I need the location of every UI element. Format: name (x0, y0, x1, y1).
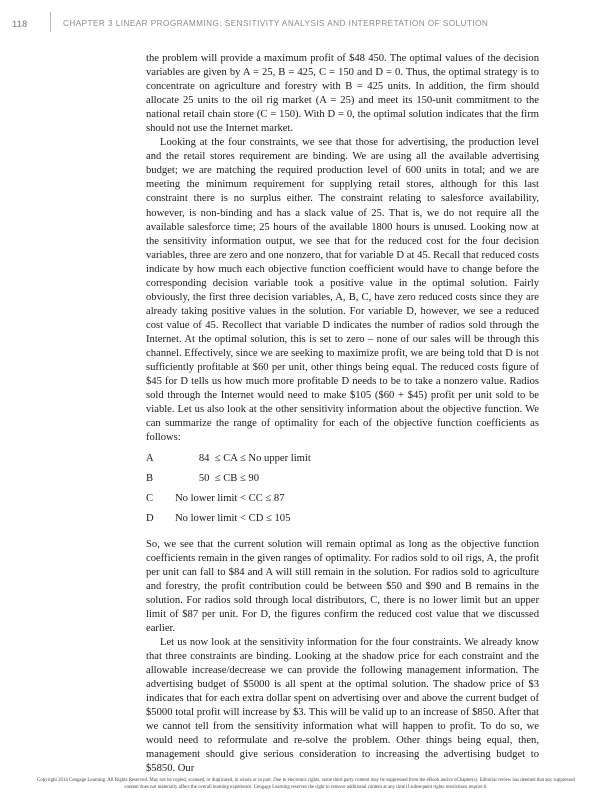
range-row-d (146, 509, 539, 529)
range-expression: No lower limit < CD ≤ 105 (175, 512, 291, 524)
range-row-a (146, 449, 539, 469)
header-divider (50, 12, 51, 32)
chapter-title: CHAPTER 3 LINEAR PROGRAMMING: SENSITIVITY ANALYSIS AND INTERPRETATION OF SOLUTION (63, 19, 489, 28)
range-expression: 84 ≤ CA ≤ No upper limit (175, 453, 311, 465)
range-expression: No lower limit < CC ≤ 87 (175, 492, 285, 504)
paragraph-4: Let us now look at the sensitivity information for the four constraints. We already know that three constraints are binding. Looking at the shadow price for each constraint and the allowable increase/decrease we can provide the following management information. The advertising budget of $5000 is all spent at the optimal solution. The shadow price of $3 indicates that for each extra dollar spent on advertising over and above the current budget of $5000 total profit will increase by $3. This will be valid up to an increase of $850. After that we cannot tell from the sensitivity information what will happen to profit. To do so, we would need to reformulate and re-solve the problem. Other things being equal, then, management should give serious consideration to increasing the advertising budget to $5850. Our (146, 636, 539, 775)
paragraph-3: So, we see that the current solution will remain optimal as long as the objective function coefficients remain in the given ranges of optimality. For radios sold to oil rigs, A, the profit per unit can fall to $84 and A will still remain in the solution. For radios sold to agriculture and forestry, the profit contribution could be between $50 and $90 and B remains in the solution. For radios sold through local distributors, C, there is no lower limit but an upper limit of $87 per unit. For D, the figures confirm the reduced cost value that we discussed earlier. (146, 538, 539, 634)
range-row-c (146, 489, 539, 509)
range-expression: 50 ≤ CB ≤ 90 (175, 473, 260, 485)
page-header (0, 0, 600, 34)
paragraph-2: Looking at the four constraints, we see that those for advertising, the production level and the retail stores requirement are binding. We are using all the available advertising budget; we are matching the required production level of 600 units in total; and we are meeting the minimum requirement for supplying retail stores, although for this last constraint there is no surplus either. The constraint relating to salesforce availability, however, is non-binding and has a slack value of 25. That is, we do not require all the available salesforce time; 25 hours of the available 1800 hours is unused. Looking now at the sensitivity information output, we see that for the reduced cost for the four decision variables, three are zero and one nonzero, that for variable D at 45. Recall that reduced costs indicate by how much each objective function coefficient would have to change before the corresponding decision variable took a positive value in the optimal solution. Fairly obviously, the first three decision variables, A, B, C, have zero reduced costs since they are already taking positive values in the solution. For variable D, however, we see a reduced cost value of 45. Recollect that variable D indicates the number of radios sold through the Internet. At the optimal solution, this is set to zero – none of our sales will be through this channel. Effectively, since we are seeking to maximize profit, we are being told that D is not sufficiently profitable at $60 per unit, other things being equal. The reduced costs figure of $45 for D tells us how much more profitable D needs to be to take a nonzero value. Radios sold through the Internet would need to make $105 ($60 + $45) profit per unit sold to be viable. Let us also look at the other sensitivity information about the objective function. We can summarize the range of optimality for each of the objective function coefficients as follows: (146, 137, 539, 444)
range-row-b (146, 469, 539, 489)
paragraph-1: the problem will provide a maximum profit of $48 450. The optimal values of the decision variables are given by A = 25, B = 425, C = 150 and D = 0. Thus, the optimal strategy is to concentrate on agriculture and forestry with B = 425 units. In addition, the firm should allocate 25 units to the oil rig market (A = 25) and meet its 150-unit commitment to the national retail chain store (C = 150). With D = 0, the optimal solution indicates that the firm should not use the Internet market. (146, 53, 539, 135)
optimality-ranges (146, 449, 539, 528)
body-text (146, 52, 539, 776)
range-variable: B (146, 473, 154, 485)
range-variable: D (146, 512, 154, 524)
range-variable: C (146, 492, 154, 504)
range-variable: A (146, 453, 154, 465)
page-number: 118 (12, 19, 28, 29)
copyright-footer: Copyright 2014 Cengage Learning. All Rights Reserved. May not be copied, scanned, or duplicated, in whole or in part. Due to electronic rights, some third party content may be suppressed from the eBook and/or eChapter(s). Editorial review has deemed that any suppressed content does not materially affect the overall learning experience. Cengage Learning reserves the right to remove additional content at any time if subsequent rights restrictions require it. (37, 778, 575, 790)
